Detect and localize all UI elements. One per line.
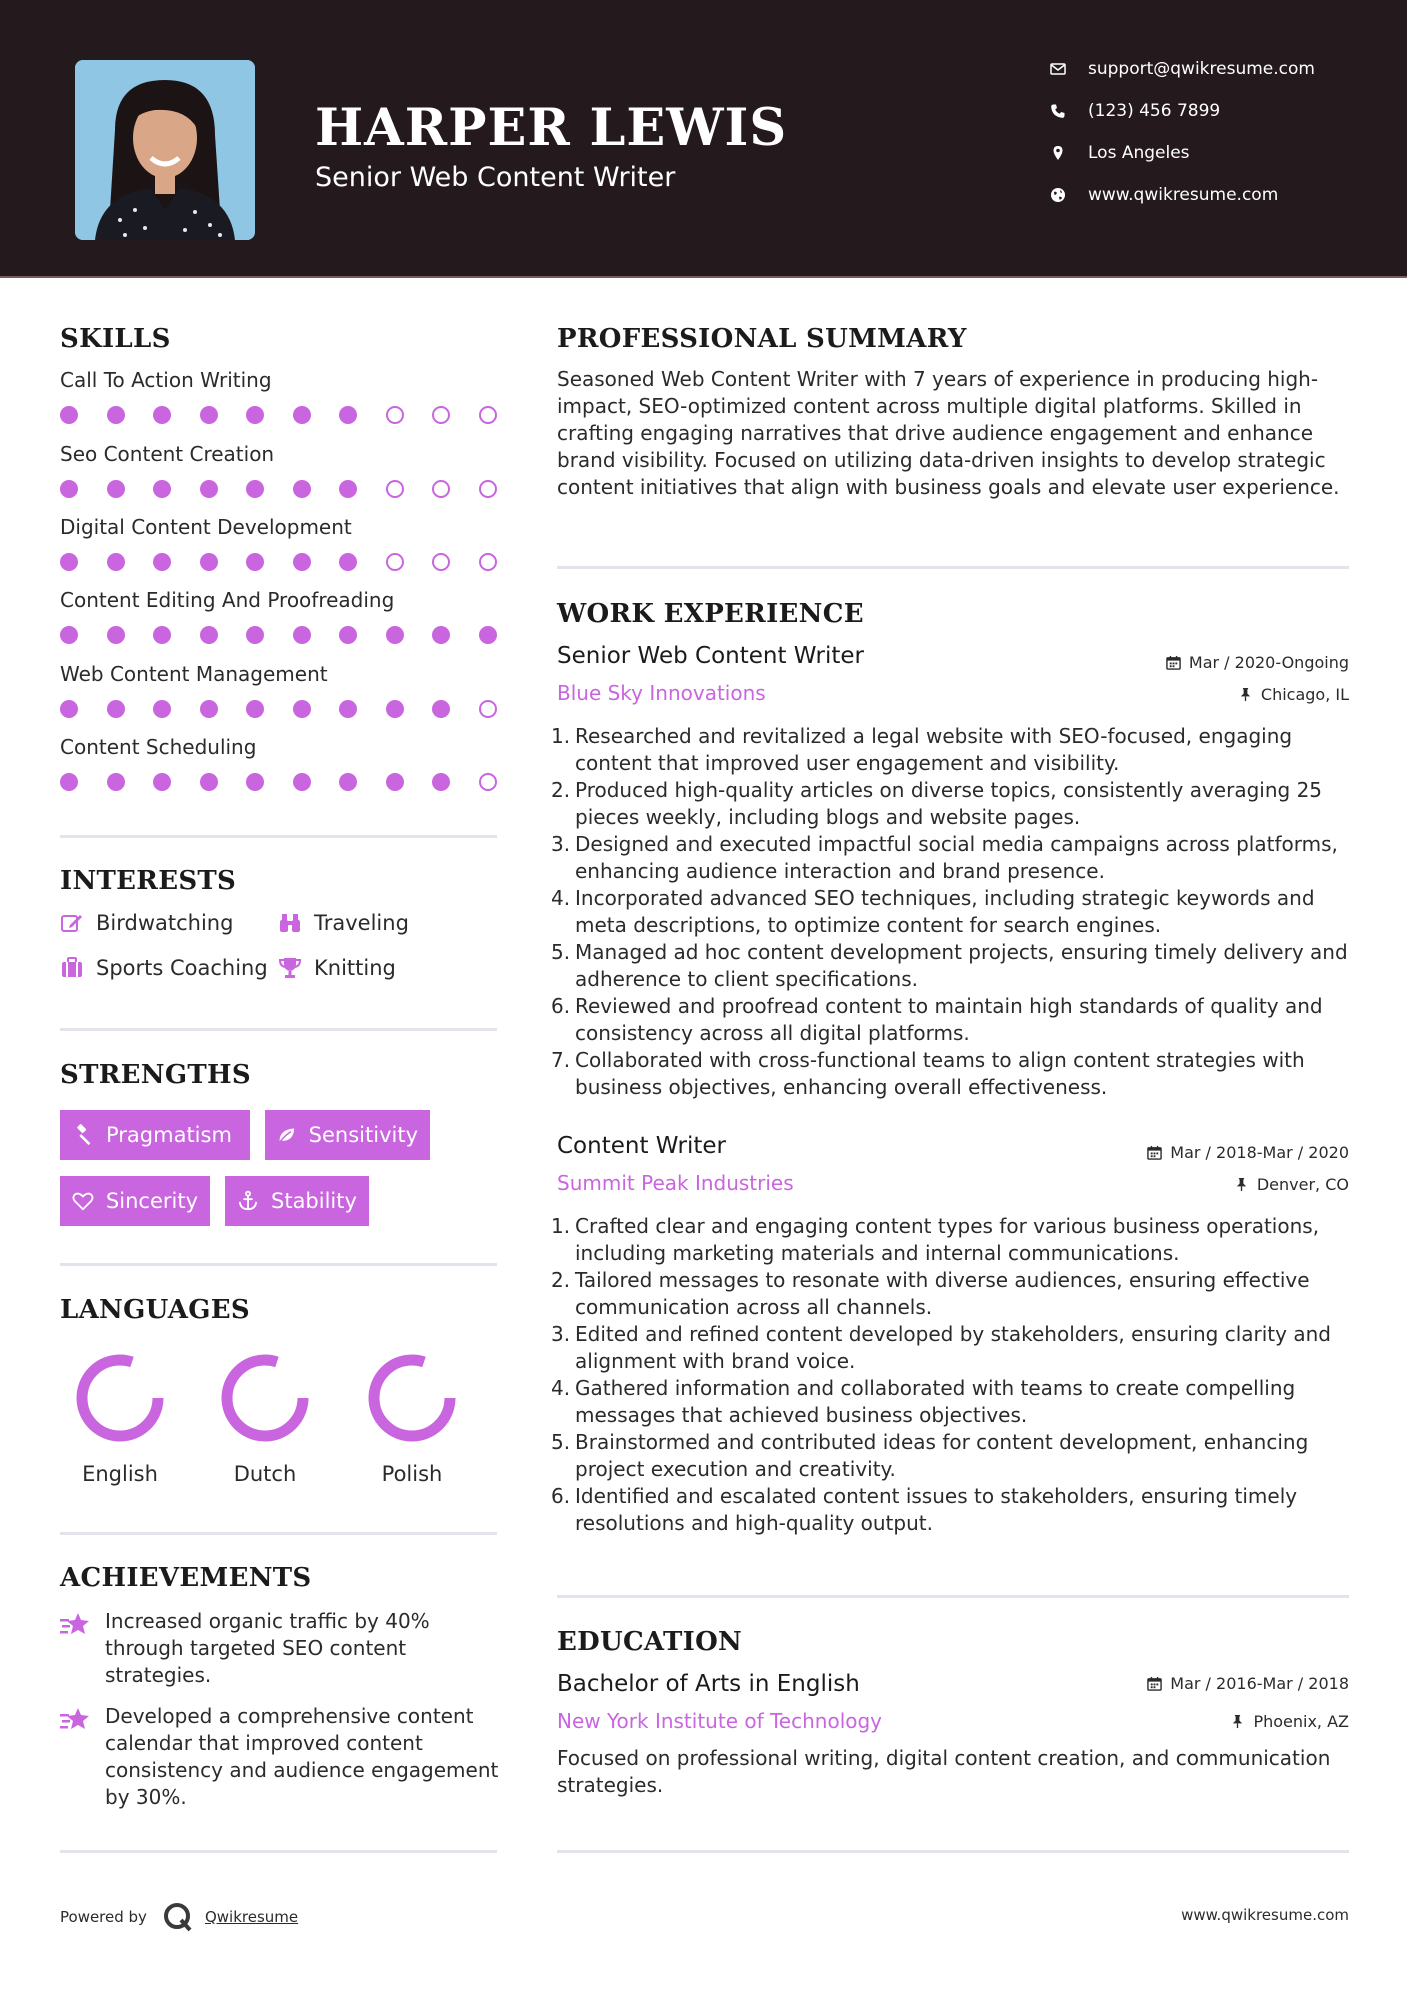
responsibility-item (551, 1213, 1357, 1267)
job-dates (1166, 653, 1349, 672)
skill-rating (60, 700, 500, 720)
rating-dot-filled (60, 773, 78, 791)
list-number: 2. (551, 1268, 571, 1292)
globe-icon (1050, 187, 1088, 203)
rating-dot-filled (293, 406, 311, 424)
language-gauge (215, 1348, 315, 1448)
rating-dot-filled (60, 480, 78, 498)
list-number: 3. (551, 832, 571, 856)
skill-label: Call To Action Writing (60, 368, 272, 392)
interest-item (60, 911, 233, 935)
contact-website-text: www.qwikresume.com (1088, 185, 1279, 205)
qwikresume-logo-icon (161, 1900, 195, 1934)
language-gauge (362, 1348, 462, 1448)
rating-dot-filled (339, 700, 357, 718)
education-heading: EDUCATION (557, 1627, 743, 1657)
language-label: Dutch (233, 1462, 297, 1486)
gavel-icon (72, 1124, 94, 1146)
rating-dot-filled (107, 773, 125, 791)
skills-heading: SKILLS (60, 324, 171, 354)
section-divider (60, 835, 497, 838)
rating-dot-filled (246, 480, 264, 498)
rating-dot-filled (339, 553, 357, 571)
job-dates-text: Mar / 2018-Mar / 2020 (1170, 1143, 1349, 1162)
achievement-item (60, 1608, 500, 1689)
responsibility-text: Researched and revitalized a legal website with SEO-focused, engaging content that improved user engagement and visibility. (575, 724, 1293, 775)
achievement-text: Developed a comprehensive content calendar that improved content consistency and audience engagement by 30%. (105, 1704, 499, 1809)
responsibility-text: Designed and executed impactful social media campaigns across platforms, enhancing audience interaction and brand presence. (575, 832, 1338, 883)
responsibility-text: Managed ad hoc content development projects, ensuring timely delivery and adherence to client specifications. (575, 940, 1348, 991)
rating-dot-empty (479, 480, 497, 498)
powered-by-label: Powered by (60, 1908, 147, 1926)
rating-dot-empty (432, 406, 450, 424)
skill-rating (60, 553, 500, 573)
responsibility-item (551, 993, 1357, 1047)
skill-label: Digital Content Development (60, 515, 352, 539)
rating-dot-filled (107, 406, 125, 424)
job-location-text: Chicago, IL (1260, 685, 1349, 704)
education-dates (1147, 1674, 1349, 1693)
responsibility-text: Collaborated with cross-functional teams to align content strategies with business objectives, enhancing overall effectiveness. (575, 1048, 1305, 1099)
education-location-text: Phoenix, AZ (1253, 1712, 1349, 1731)
trophy-icon (278, 956, 302, 980)
responsibility-text: Incorporated advanced SEO techniques, including strategic keywords and meta descriptions, to optimize content for search engines. (575, 886, 1315, 937)
section-divider (60, 1263, 497, 1266)
map-pin-icon (1050, 145, 1088, 161)
list-number: 1. (551, 724, 571, 748)
rating-dot-filled (153, 406, 171, 424)
job-dates (1147, 1143, 1349, 1162)
education-dates-text: Mar / 2016-Mar / 2018 (1170, 1674, 1349, 1693)
rating-dot-filled (293, 773, 311, 791)
responsibility-item (551, 1267, 1357, 1321)
skill-rating (60, 406, 500, 426)
rating-dot-filled (246, 626, 264, 644)
rating-dot-empty (479, 773, 497, 791)
language-label: English (82, 1462, 158, 1486)
job-location-text: Denver, CO (1256, 1175, 1349, 1194)
rating-dot-empty (432, 480, 450, 498)
rating-dot-filled (339, 480, 357, 498)
strength-tag (60, 1176, 210, 1226)
section-divider (557, 566, 1349, 569)
language-label: Polish (381, 1462, 443, 1486)
rating-dot-filled (200, 480, 218, 498)
interests-heading: INTERESTS (60, 866, 237, 896)
rating-dot-empty (386, 480, 404, 498)
strength-tag (225, 1176, 369, 1226)
language-gauge (70, 1348, 170, 1448)
job-location (1234, 1175, 1349, 1194)
job-responsibilities (551, 723, 1357, 1101)
list-number: 4. (551, 1376, 571, 1400)
rating-dot-filled (153, 773, 171, 791)
section-divider (60, 1850, 497, 1853)
contact-location (1050, 138, 1380, 168)
rating-dot-empty (432, 553, 450, 571)
interest-item (278, 911, 409, 935)
language-proficiency-arc (227, 1360, 303, 1436)
skill-label: Content Scheduling (60, 735, 257, 759)
responsibility-text: Gathered information and collaborated with teams to create compelling messages that achieved business objectives. (575, 1376, 1296, 1427)
candidate-name: HARPER LEWIS (315, 98, 788, 158)
rating-dot-filled (200, 700, 218, 718)
job-title: Content Writer (557, 1133, 726, 1159)
list-number: 2. (551, 778, 571, 802)
contact-location-text: Los Angeles (1088, 143, 1190, 163)
languages-heading: LANGUAGES (60, 1295, 250, 1325)
contact-email-text: support@qwikresume.com (1088, 59, 1315, 79)
list-number: 5. (551, 1430, 571, 1454)
responsibility-item (551, 1321, 1357, 1375)
pushpin-icon (1238, 687, 1253, 702)
list-number: 6. (551, 994, 571, 1018)
section-divider (60, 1028, 497, 1031)
rating-dot-filled (107, 626, 125, 644)
rating-dot-filled (107, 700, 125, 718)
rating-dot-empty (386, 553, 404, 571)
qwikresume-link[interactable]: Qwikresume (204, 1908, 299, 1926)
section-divider (557, 1595, 1349, 1598)
strength-label: Stability (271, 1189, 357, 1213)
section-divider (60, 1532, 497, 1535)
rating-dot-filled (153, 700, 171, 718)
calendar-icon (1147, 1145, 1162, 1160)
rating-dot-filled (200, 773, 218, 791)
shooting-star-icon (60, 1705, 92, 1733)
phone-icon (1050, 103, 1088, 119)
list-number: 5. (551, 940, 571, 964)
interest-item (278, 956, 396, 980)
achievement-item (60, 1703, 500, 1811)
rating-dot-empty (479, 700, 497, 718)
rating-dot-empty (479, 553, 497, 571)
rating-dot-filled (60, 626, 78, 644)
responsibility-item (551, 1429, 1357, 1483)
anchor-icon (237, 1190, 259, 1212)
strength-tag (265, 1110, 430, 1160)
rating-dot-filled (200, 626, 218, 644)
strength-label: Sincerity (105, 1189, 198, 1213)
calendar-icon (1147, 1676, 1162, 1691)
achievement-text: Increased organic traffic by 40% through targeted SEO content strategies. (105, 1609, 430, 1687)
company-name[interactable]: Summit Peak Industries (557, 1171, 794, 1195)
rating-dot-empty (386, 406, 404, 424)
degree-title: Bachelor of Arts in English (557, 1671, 860, 1697)
profile-photo (75, 60, 255, 240)
rating-dot-filled (293, 480, 311, 498)
rating-dot-filled (153, 480, 171, 498)
responsibility-item (551, 939, 1357, 993)
rating-dot-filled (386, 773, 404, 791)
list-number: 6. (551, 1484, 571, 1508)
responsibility-item (551, 723, 1357, 777)
rating-dot-filled (153, 626, 171, 644)
leaf-icon (277, 1124, 297, 1146)
achievements-heading: ACHIEVEMENTS (60, 1563, 312, 1593)
calendar-icon (1166, 655, 1181, 670)
responsibility-text: Edited and refined content developed by stakeholders, ensuring clarity and alignment with brand voice. (575, 1322, 1331, 1373)
envelope-icon (1050, 61, 1088, 77)
responsibility-text: Tailored messages to resonate with diverse audiences, ensuring effective communication across all channels. (575, 1268, 1310, 1319)
skill-rating (60, 480, 500, 500)
header-banner (0, 0, 1407, 276)
shooting-star-icon (60, 1610, 92, 1638)
interest-label: Sports Coaching (96, 956, 268, 980)
responsibility-text: Produced high-quality articles on diverse topics, consistently averaging 25 pieces weekly, including blogs and website pages. (575, 778, 1323, 829)
footer-powered-by (60, 1900, 298, 1934)
rating-dot-filled (293, 626, 311, 644)
language-item (70, 1348, 170, 1486)
rating-dot-empty (479, 406, 497, 424)
responsibility-item (551, 1375, 1357, 1429)
rating-dot-filled (200, 553, 218, 571)
rating-dot-filled (293, 700, 311, 718)
contact-website[interactable] (1050, 180, 1380, 210)
rating-dot-filled (432, 626, 450, 644)
responsibility-item (551, 777, 1357, 831)
rating-dot-filled (432, 773, 450, 791)
interest-label: Knitting (314, 956, 396, 980)
rating-dot-filled (386, 700, 404, 718)
education-location (1230, 1712, 1349, 1731)
list-number: 7. (551, 1048, 571, 1072)
rating-dot-filled (246, 553, 264, 571)
rating-dot-filled (246, 406, 264, 424)
strength-tag (60, 1110, 250, 1160)
pushpin-icon (1230, 1714, 1245, 1729)
candidate-title: Senior Web Content Writer (315, 162, 676, 193)
suitcase-icon (60, 956, 84, 980)
interest-item (60, 956, 268, 980)
rating-dot-filled (339, 626, 357, 644)
job-dates-text: Mar / 2020-Ongoing (1188, 653, 1349, 672)
school-name[interactable]: New York Institute of Technology (557, 1709, 883, 1733)
rating-dot-filled (339, 406, 357, 424)
list-number: 1. (551, 1214, 571, 1238)
skill-label: Seo Content Creation (60, 442, 275, 466)
company-name[interactable]: Blue Sky Innovations (557, 681, 766, 705)
rating-dot-filled (386, 626, 404, 644)
contact-email[interactable] (1050, 54, 1380, 84)
responsibility-text: Brainstormed and contributed ideas for content development, enhancing project execution and creativity. (575, 1430, 1309, 1481)
summary-heading: PROFESSIONAL SUMMARY (557, 324, 967, 354)
responsibility-item (551, 1047, 1357, 1101)
rating-dot-filled (107, 480, 125, 498)
rating-dot-filled (60, 700, 78, 718)
responsibility-text: Reviewed and proofread content to maintain high standards of quality and consistency across all digital platforms. (575, 994, 1323, 1045)
responsibility-item (551, 885, 1357, 939)
interest-label: Traveling (314, 911, 409, 935)
footer-website[interactable]: www.qwikresume.com (1181, 1906, 1349, 1924)
contact-phone[interactable] (1050, 96, 1380, 126)
binoculars-icon (278, 911, 302, 935)
summary-text: Seasoned Web Content Writer with 7 years of experience in producing high-impact, SEO-optimized content across multiple digital platforms. Skilled in crafting engaging narratives that drive audience engagement and enhance brand visibility. Focused on utilizing data-driven insights to develop strategic content initiatives that align with business goals and elevate user experience. (557, 367, 1340, 499)
rating-dot-filled (432, 700, 450, 718)
skill-label: Content Editing And Proofreading (60, 588, 395, 612)
skill-rating (60, 626, 500, 646)
section-divider (557, 1850, 1349, 1853)
list-number: 4. (551, 886, 571, 910)
education-description: Focused on professional writing, digital content creation, and communication strategies. (557, 1746, 1331, 1797)
pushpin-icon (1234, 1177, 1249, 1192)
job-title: Senior Web Content Writer (557, 643, 864, 669)
strength-label: Sensitivity (308, 1123, 418, 1147)
rating-dot-filled (60, 406, 78, 424)
rating-dot-filled (479, 626, 497, 644)
language-proficiency-arc (374, 1360, 450, 1436)
strengths-heading: STRENGTHS (60, 1060, 251, 1090)
rating-dot-filled (246, 773, 264, 791)
rating-dot-filled (60, 553, 78, 571)
responsibility-item (551, 831, 1357, 885)
strength-label: Pragmatism (106, 1123, 232, 1147)
contact-phone-text: (123) 456 7899 (1088, 101, 1221, 121)
heart-icon (72, 1190, 94, 1212)
job-location (1238, 685, 1349, 704)
language-proficiency-arc (82, 1360, 158, 1436)
rating-dot-filled (107, 553, 125, 571)
responsibility-item (551, 1483, 1357, 1537)
language-item (362, 1348, 462, 1486)
header-divider (0, 276, 1407, 278)
interest-label: Birdwatching (96, 911, 234, 935)
responsibility-text: Identified and escalated content issues to stakeholders, ensuring timely resolutions and high-quality output. (575, 1484, 1298, 1535)
list-number: 3. (551, 1322, 571, 1346)
rating-dot-filled (153, 553, 171, 571)
job-responsibilities (551, 1213, 1357, 1537)
rating-dot-filled (339, 773, 357, 791)
pencil-square-icon (60, 911, 84, 935)
skill-label: Web Content Management (60, 662, 328, 686)
responsibility-text: Crafted clear and engaging content types for various business operations, including marketing materials and internal communications. (575, 1214, 1320, 1265)
language-item (215, 1348, 315, 1486)
rating-dot-filled (293, 553, 311, 571)
skill-rating (60, 773, 500, 793)
rating-dot-filled (246, 700, 264, 718)
rating-dot-filled (200, 406, 218, 424)
experience-heading: WORK EXPERIENCE (557, 599, 864, 629)
